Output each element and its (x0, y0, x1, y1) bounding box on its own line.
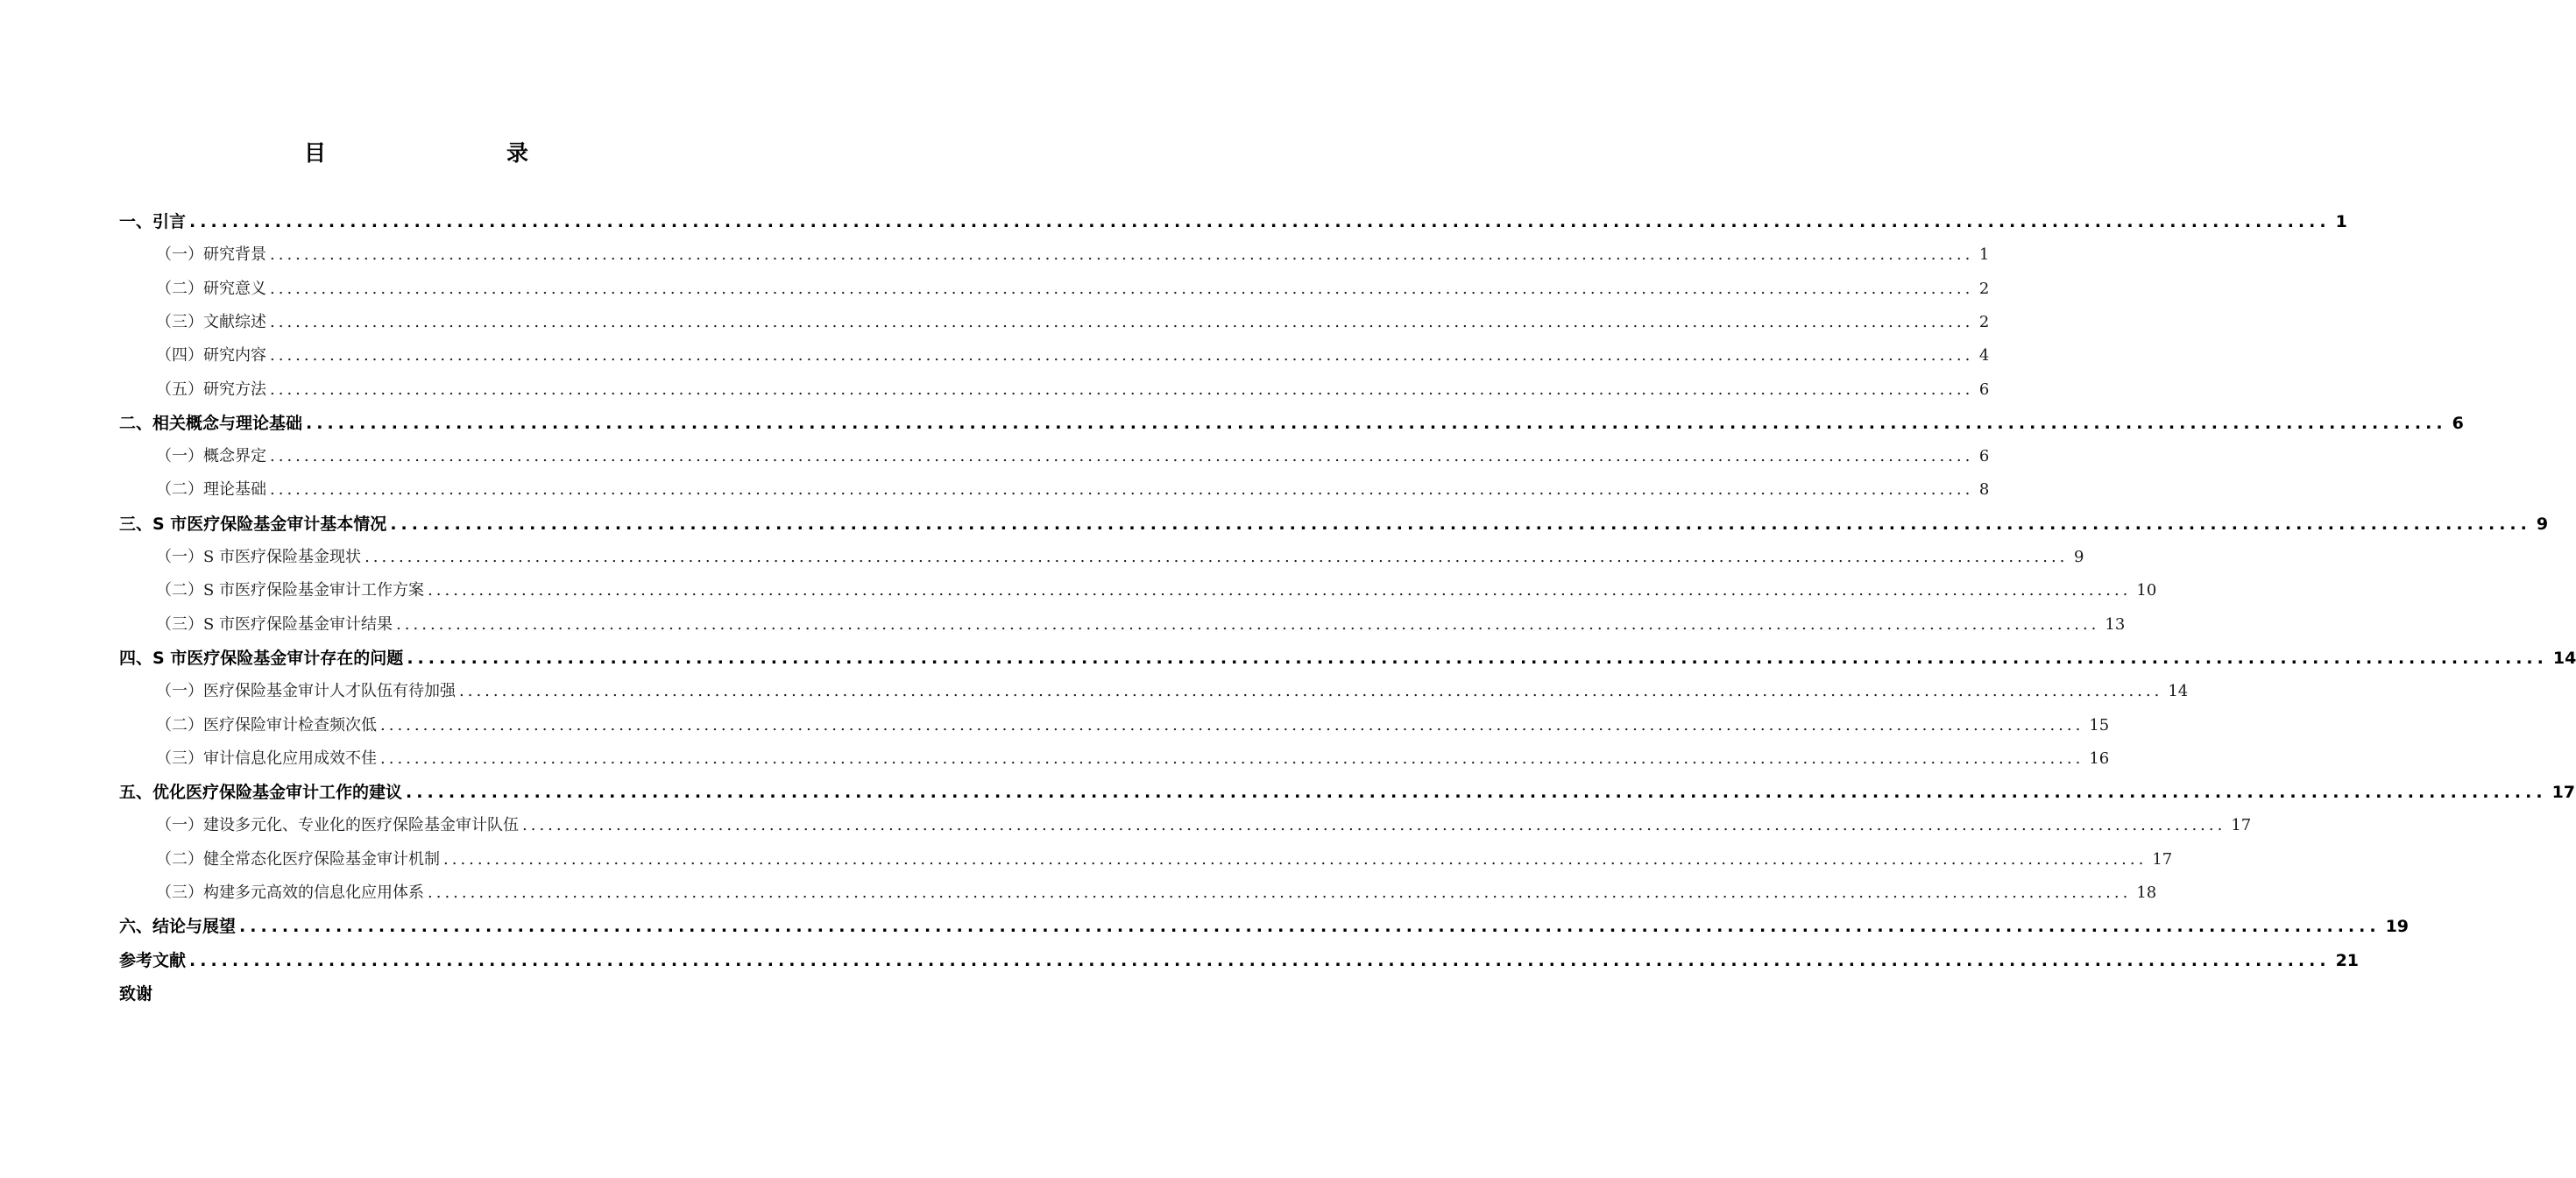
toc-entry-page-number: 2 (1978, 279, 1990, 298)
toc-entry[interactable] (119, 779, 2576, 805)
toc-leader-dots: ........................................................................................................................................................................................................ (380, 715, 2084, 734)
toc-entry-label: （一）建设多元化、专业化的医疗保险基金审计队伍 (156, 816, 519, 835)
toc-leader-dots: ........................................................................................................................................................................................................ (364, 548, 2069, 566)
toc-entry[interactable] (156, 276, 1990, 302)
toc-entry-label: 一、引言 (119, 212, 187, 231)
toc-entry-page-number: 8 (1978, 480, 1990, 500)
toc-entry[interactable] (156, 309, 1990, 336)
toc-entry[interactable] (156, 444, 1990, 470)
toc-entry-label: （五）研究方法 (156, 380, 266, 399)
toc-entry-page-number: 4 (1978, 346, 1990, 365)
toc-entry-label: （二）研究意义 (156, 279, 266, 298)
toc-leader-dots: ........................................................................................................................................................................................................ (189, 212, 2331, 231)
toc-entry[interactable] (119, 981, 746, 1007)
toc-entry[interactable] (119, 209, 2347, 235)
toc-entry-page-number: 14 (2168, 682, 2189, 701)
toc-entry-label: （三）S 市医疗保险基金审计结果 (156, 614, 393, 634)
toc-leader-dots: ........................................................................................................................................................................................................ (522, 816, 2226, 835)
toc-leader-dots: ........................................................................................................................................................................................................ (396, 614, 2100, 634)
toc-entry-label: （四）研究内容 (156, 346, 266, 365)
toc-leader-dots: ........................................................................................................................................................................................................ (390, 514, 2531, 534)
toc-leader-dots: ........................................................................................................................................................................................................ (270, 346, 1974, 365)
toc-entry-label: 参考文献 (119, 950, 187, 970)
toc-entry-label: （三）文献综述 (156, 312, 266, 331)
toc-entry-page-number: 6 (1978, 380, 1990, 399)
toc-entry-page-number: 13 (2105, 614, 2126, 634)
toc-entry-page-number: 6 (2452, 413, 2464, 433)
toc-entry-page-number: 15 (2089, 715, 2110, 734)
toc-entry-label: 四、S 市医疗保险基金审计存在的问题 (119, 648, 404, 668)
toc-entry-page-number: 21 (2335, 950, 2360, 970)
toc-title: 目 录 (303, 140, 574, 166)
toc-leader-dots: ........................................................................................................................................................................................................ (380, 749, 2084, 768)
toc-entry-page-number: 2 (1978, 312, 1990, 331)
toc-entry[interactable] (156, 477, 1990, 503)
toc-entry[interactable] (156, 578, 2157, 604)
toc-entry[interactable] (156, 813, 2252, 839)
toc-entry[interactable] (119, 410, 2464, 436)
toc-leader-dots: ........................................................................................................................................................................................................ (443, 849, 2148, 869)
toc-leader-dots: ........................................................................................................................................................................................................ (270, 480, 1974, 500)
toc-entry-label: （一）S 市医疗保险基金现状 (156, 548, 362, 566)
toc-entry[interactable] (156, 612, 2126, 638)
toc-entry-label: 六、结论与展望 (119, 917, 237, 937)
toc-entry[interactable] (119, 511, 2549, 537)
toc-entry-page-number: 1 (1978, 245, 1990, 265)
toc-leader-dots: ........................................................................................................................................................................................................ (270, 312, 1974, 331)
toc-entry[interactable] (156, 544, 2084, 571)
toc-leader-dots: ........................................................................................................................................................................................................ (270, 245, 1974, 265)
toc-leader-dots: ........................................................................................................................................................................................................ (407, 648, 2548, 668)
toc-leader-dots: ........................................................................................................................................................................................................ (428, 884, 2132, 902)
toc-leader-dots: ........................................................................................................................................................................................................ (306, 413, 2447, 433)
toc-entry[interactable] (156, 678, 2189, 705)
toc-entry-page-number: 18 (2136, 884, 2157, 902)
toc-entry-page-number: 19 (2385, 917, 2410, 937)
toc-entry[interactable] (156, 377, 1990, 403)
toc-entry-label: （一）医疗保险基金审计人才队伍有待加强 (156, 682, 456, 701)
toc-leader-dots: ........................................................................................................................................................................................................ (239, 917, 2381, 937)
toc-entry-label: （一）概念界定 (156, 447, 266, 466)
toc-entry[interactable] (156, 880, 2157, 906)
toc-entry-page-number: 14 (2552, 648, 2576, 668)
toc-entry-label: （二）医疗保险审计检查频次低 (156, 715, 377, 734)
toc-entry-label: （三）审计信息化应用成效不佳 (156, 749, 377, 768)
toc-leader-dots: ........................................................................................................................................................................................................ (406, 783, 2547, 803)
toc-entry-page-number: 16 (2089, 749, 2110, 768)
toc-entry-label: （二）健全常态化医疗保险基金审计机制 (156, 849, 440, 869)
toc-entry-label: 二、相关概念与理论基础 (119, 413, 303, 433)
toc-entry[interactable] (119, 913, 2410, 940)
toc-entry[interactable] (156, 242, 1990, 268)
toc-entry-page-number: 17 (2231, 816, 2252, 835)
toc-leader-dots: ........................................................................................................................................................................................................ (270, 380, 1974, 399)
toc-leader-dots: ........................................................................................................................................................................................................ (459, 682, 2163, 701)
toc-leader-dots: ........................................................................................................................................................................................................ (428, 581, 2132, 600)
toc-entry[interactable] (156, 746, 2110, 772)
toc-leader-dots: ........................................................................................................................................................................................................ (189, 950, 2331, 970)
toc-entry[interactable] (156, 713, 2110, 739)
toc-entry[interactable] (156, 343, 1990, 369)
toc-entry-label: 致谢 (119, 983, 153, 1004)
toc-entry-page-number: 17 (2152, 849, 2173, 869)
toc-entry-label: （三）构建多元高效的信息化应用体系 (156, 884, 424, 902)
toc-entry[interactable] (119, 947, 2360, 974)
toc-entry-page-number: 17 (2551, 783, 2576, 803)
toc-entry-page-number: 10 (2136, 581, 2157, 600)
toc-entry-page-number: 9 (2536, 514, 2549, 534)
toc-leader-dots: ........................................................................................................................................................................................................ (270, 279, 1974, 298)
toc-entry-label: （一）研究背景 (156, 245, 266, 265)
toc-entry[interactable] (156, 847, 2173, 873)
toc-entry-label: （二）S 市医疗保险基金审计工作方案 (156, 581, 425, 600)
toc-entry-label: 三、S 市医疗保险基金审计基本情况 (119, 514, 387, 534)
toc-entry-page-number: 9 (2073, 548, 2084, 566)
toc-entry-label: （二）理论基础 (156, 480, 266, 500)
toc-entry-label: 五、优化医疗保险基金审计工作的建议 (119, 783, 403, 803)
toc-entry-page-number: 6 (1978, 447, 1990, 466)
toc-leader-dots: ........................................................................................................................................................................................................ (270, 447, 1974, 466)
toc-entry-page-number: 1 (2335, 212, 2347, 231)
toc-entry[interactable] (119, 645, 2576, 671)
